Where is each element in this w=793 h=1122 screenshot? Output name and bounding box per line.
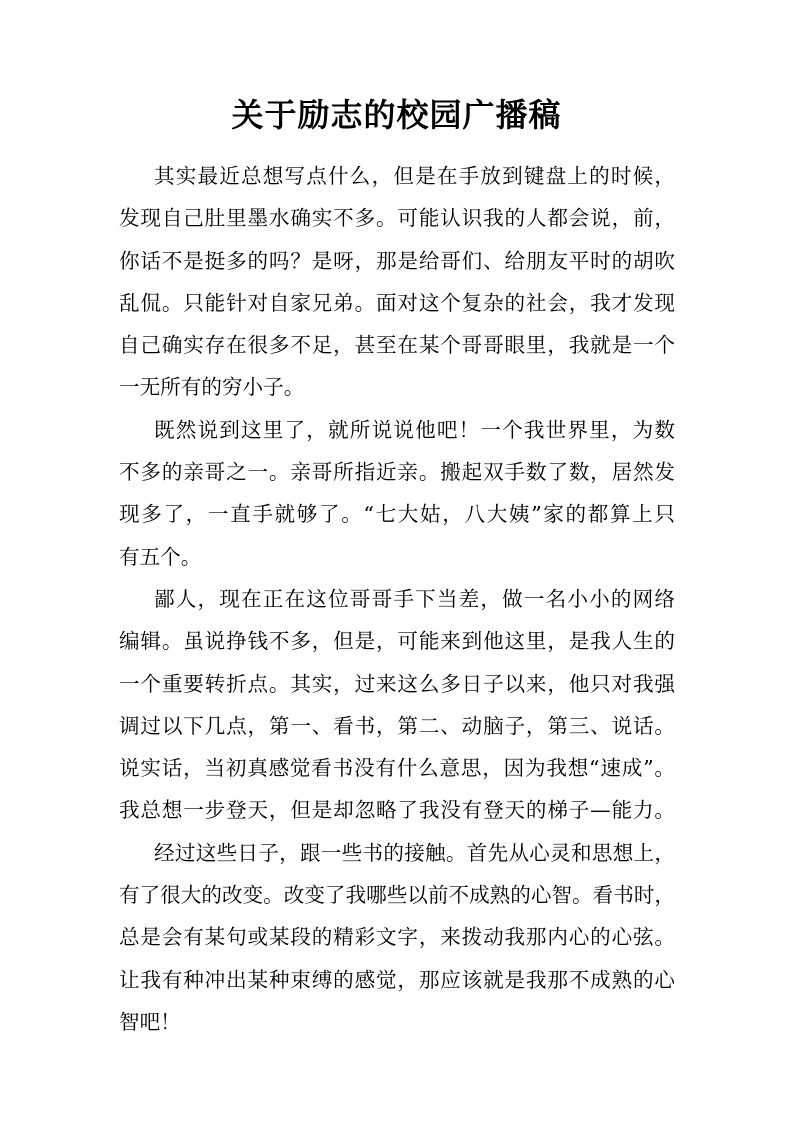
text-line: 有五个。 — [119, 544, 202, 569]
paragraph-1 — [119, 155, 675, 409]
text-line: 编辑。虽说挣钱不多，但是，可能来到他这里，是我人生的 — [119, 629, 675, 654]
text-line: 自己确实存在很多不足，甚至在某个哥哥眼里，我就是一个 — [119, 333, 675, 358]
text-line: 不多的亲哥之一。亲哥所指近亲。搬起双手数了数，居然发 — [119, 460, 675, 485]
text-line: 有了很大的改变。改变了我哪些以前不成熟的心智。看书时， — [119, 883, 676, 908]
text-line: 总是会有某句或某段的精彩文字，来拨动我那内心的心弦。 — [119, 925, 675, 950]
text-line: 经过这些日子，跟一些书的接触。首先从心灵和思想上， — [154, 840, 675, 865]
text-line: 既然说到这里了，就所说说他吧！一个我世界里，为数 — [154, 417, 675, 442]
text-line: 一个重要转折点。其实，过来这么多日子以来，他只对我强 — [119, 671, 675, 696]
document-title: 关于励志的校园广播稿 — [231, 96, 562, 134]
text-line: 说实话，当初真感觉看书没有什么意思，因为我想“速成”。 — [119, 756, 675, 781]
text-line: 调过以下几点，第一、看书，第二、动脑子，第三、说话。 — [119, 713, 675, 738]
paragraph-3 — [119, 578, 675, 832]
text-line: 乱侃。只能针对自家兄弟。面对这个复杂的社会，我才发现 — [119, 290, 675, 315]
text-line: 我总想一步登天，但是却忽略了我没有登天的梯子—能力。 — [119, 798, 675, 823]
paragraph-4 — [119, 832, 675, 1043]
text-line: 现多了，一直手就够了。“七大姑，八大姨”家的都算上只 — [119, 502, 675, 527]
text-line: 发现自己肚里墨水确实不多。可能认识我的人都会说，前， — [119, 206, 675, 231]
text-line: 让我有种冲出某种束缚的感觉，那应该就是我那不成熟的心 — [119, 967, 675, 992]
text-line: 鄙人，现在正在这位哥哥手下当差，做一名小小的网络 — [154, 586, 675, 611]
text-line: 智吧！ — [119, 1009, 181, 1034]
text-line: 你话不是挺多的吗？是呀，那是给哥们、给朋友平时的胡吹 — [119, 248, 675, 273]
document-body — [119, 155, 675, 1043]
text-line: 其实最近总想写点什么，但是在手放到键盘上的时候， — [154, 164, 675, 188]
text-line: 一无所有的穷小子。 — [119, 375, 305, 400]
paragraph-2 — [119, 409, 675, 578]
